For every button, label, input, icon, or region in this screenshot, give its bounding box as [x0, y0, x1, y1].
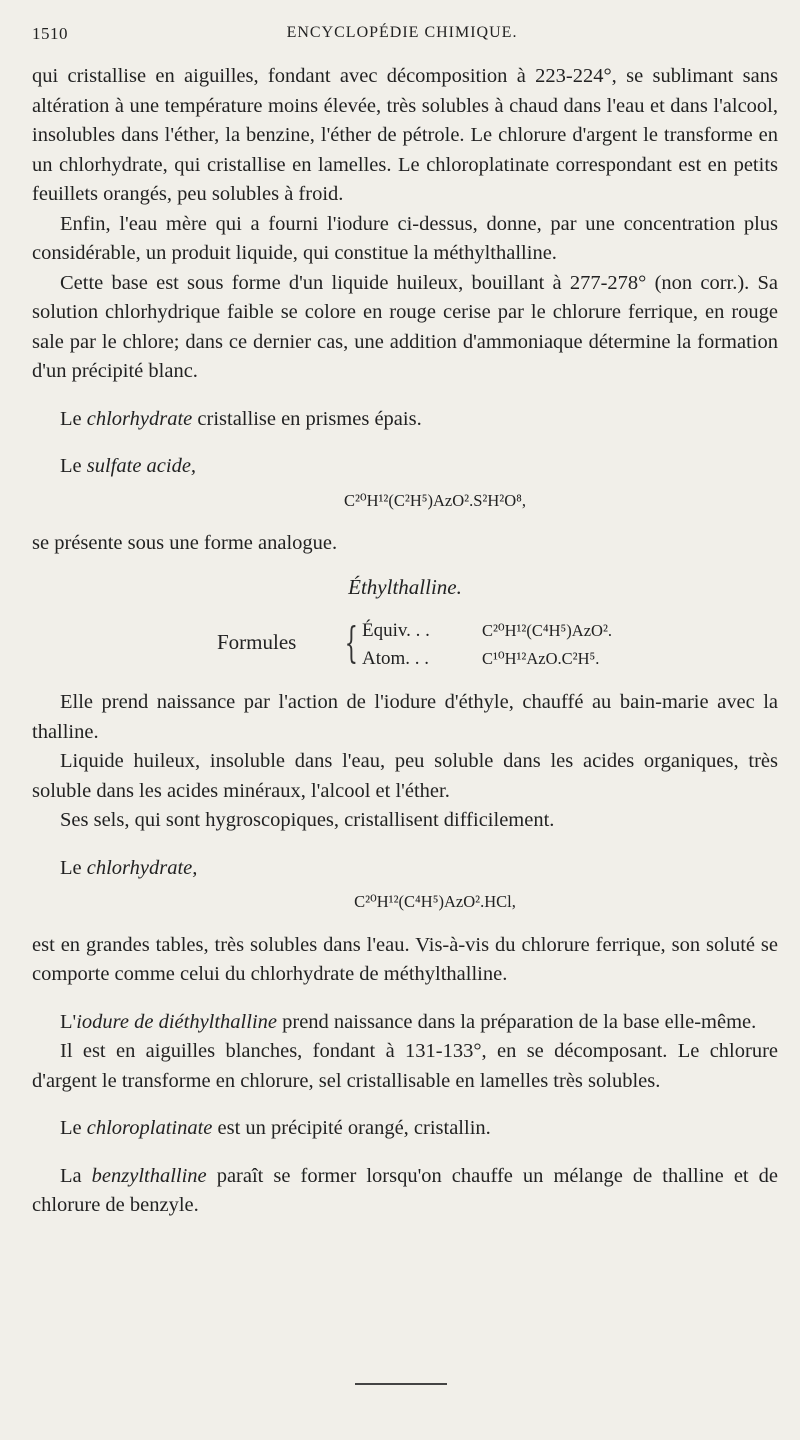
running-title: ENCYCLOPÉDIE CHIMIQUE.: [286, 24, 518, 41]
term-chlorhydrate: chlorhydrate: [86, 407, 193, 430]
formules-label: Formules: [217, 630, 297, 654]
paragraph-solubility: Liquide huileux, insoluble dans l'eau, peu soluble dans les acides organiques, très soluble dans les acides minéraux, l'alcool et l'éther.: [32, 750, 778, 802]
end-rule: [355, 1383, 447, 1385]
paragraph-mother-liquor: Enfin, l'eau mère qui a fourni l'iodure ci-dessus, donne, par une concentration plus considérable, un produit liquide, qui constitue la méthylthalline.: [32, 212, 778, 264]
paragraph-benzylthalline: La benzylthalline paraît se former lorsqu'on chauffe un mélange de thalline et de chlorure de benzyle.: [32, 1164, 778, 1216]
term-chlorhydrate-2: chlorhydrate,: [86, 856, 198, 879]
formules-equiv-label: Équiv. . .: [362, 620, 430, 641]
paragraph-aiguilles: Il est en aiguilles blanches, fondant à 131-133°, en se décomposant. Le chlorure d'argent le transforme en chlorure, sel cristallisable en lamelles très solubles.: [32, 1040, 778, 1092]
paragraph-sulfate: Le sulfate acide,: [60, 455, 197, 477]
paragraph-tables: est en grandes tables, très solubles dans l'eau. Vis-à-vis du chlorure ferrique, son soluté se comporte comme celui du chlorhydrate de méthylthalline.: [32, 933, 778, 985]
paragraph-chloroplatinate: Le chloroplatinate est un précipité orangé, cristallin.: [60, 1117, 491, 1139]
term-sulfate-acide: sulfate acide,: [86, 455, 197, 477]
paragraph-continuation: qui cristallise en aiguilles, fondant avec décomposition à 223-224°, se sublimant sans altération à une température moins élevée, très solubles à chaud dans l'eau et dans l'alcool, insolubles dans l'éther, la benzine, l'éther de pétrole. Le chlorure d'argent le transforme en un chlorhydrate, qui cristallise en lamelles. Le chloroplatinate correspondant est en petits feuillets orangés, peu solubles à froid.: [32, 65, 778, 205]
page-header: [32, 24, 772, 54]
formules-atom-label: Atom. . .: [362, 648, 430, 669]
formula-sulfate: C²⁰H¹²(C²H⁵)AzO².S²H²O⁸,: [344, 490, 526, 510]
term-iodure-diethylthalline: iodure de diéthylthalline: [76, 1010, 277, 1033]
body-text: [32, 62, 778, 1221]
paragraph-iodure: L'iodure de diéthylthalline prend naissance dans la préparation de la base elle-même.: [60, 1010, 757, 1033]
formules-block: [32, 614, 778, 676]
term-chloroplatinate: chloroplatinate: [86, 1117, 213, 1139]
paragraph-salts: Ses sels, qui sont hygroscopiques, cristallisent difficilement.: [60, 809, 555, 831]
paragraph-base-properties: Cette base est sous forme d'un liquide huileux, bouillant à 277-278° (non corr.). Sa solution chlorhydrique faible se colore en rouge cerise par le chlorure ferrique, en rouge sale par le chlore; dans ce dernier cas, une addition d'ammoniaque détermine la formation d'un précipité blanc.: [32, 271, 778, 382]
section-heading: Éthylthalline.: [348, 574, 462, 599]
paragraph-chlorhydrate-2: Le chlorhydrate,: [60, 856, 198, 879]
term-benzylthalline: benzylthalline: [91, 1164, 207, 1187]
brace-icon: {: [344, 618, 359, 667]
paragraph-origin: Elle prend naissance par l'action de l'iodure d'éthyle, chauffé au bain-marie avec la thalline.: [32, 691, 778, 743]
paragraph-chlorhydrate: Le chlorhydrate cristallise en prismes épais.: [60, 407, 422, 430]
paragraph-analogue: se présente sous une forme analogue.: [32, 532, 338, 554]
page-number: 1510: [32, 24, 68, 43]
formula-chlorhydrate: C²⁰H¹²(C⁴H⁵)AzO².HCl,: [354, 892, 516, 911]
formules-atom-value: C¹⁰H¹²AzO.C²H⁵.: [482, 649, 600, 668]
formules-equiv-value: C²⁰H¹²(C⁴H⁵)AzO².: [482, 621, 613, 640]
